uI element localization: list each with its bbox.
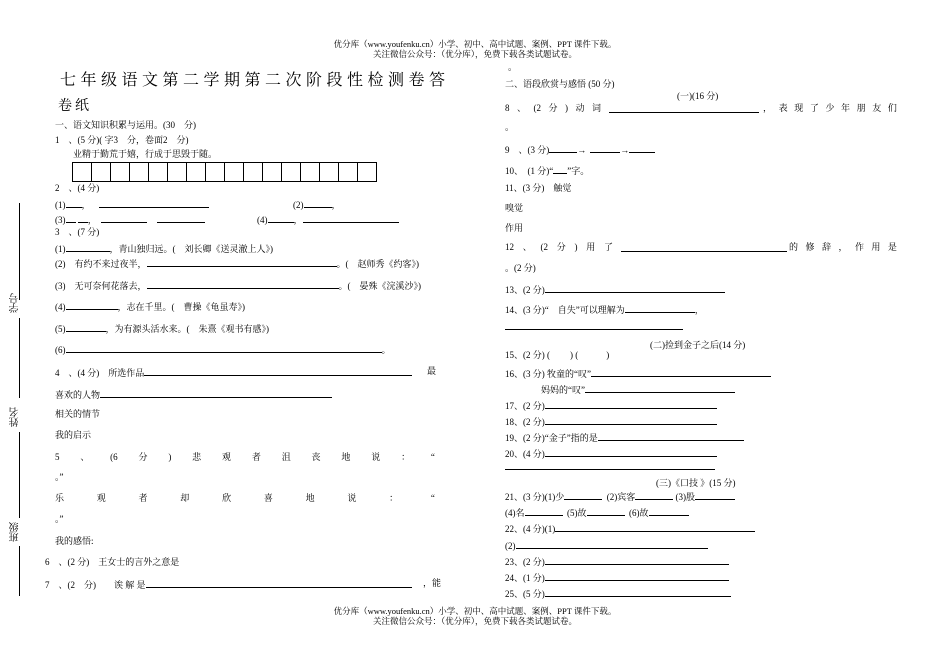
q8-char: ，	[763, 103, 773, 113]
q2-label: 2 、(4 分)	[55, 183, 100, 193]
answer-blank[interactable]	[66, 213, 76, 223]
q4-character-label: 喜欢的人物	[55, 390, 101, 400]
q5-char: ：	[401, 452, 411, 462]
q8-char: 了	[809, 103, 819, 113]
q10-label: 10、 (1 分)“	[505, 166, 554, 176]
q8-char: 们	[887, 103, 897, 113]
q3-2-text: (2) 有约不来过夜半，	[55, 259, 147, 269]
q9-label: 9 、(3 分)	[505, 145, 550, 155]
q12-char: 修	[805, 242, 815, 252]
q16-line-2	[541, 383, 735, 396]
q2-3-label: (3)	[55, 215, 66, 225]
q11-smell-label: 嗅觉	[505, 203, 524, 213]
q4-line-2	[55, 388, 332, 401]
q3-6-end: 。	[381, 345, 391, 355]
q12-char: 辞	[821, 242, 831, 252]
answer-line[interactable]	[505, 329, 683, 330]
answer-blank[interactable]	[564, 490, 602, 500]
q5-line-4: 。”	[55, 514, 64, 524]
answer-blank[interactable]	[587, 506, 625, 516]
q5-char: “	[430, 452, 435, 462]
q15-label: 15、(2 分) (	[505, 350, 550, 360]
answer-blank[interactable]	[621, 242, 787, 252]
q19	[505, 431, 744, 444]
q7-label: 7 、(2 分) 诶 解 是	[45, 580, 146, 590]
q1-label: 1 、(5 分)( 字3 分，卷面2 分)	[55, 135, 189, 145]
q6-label: 6 、(2 分) 王女士的言外之意是	[45, 557, 180, 567]
q12-char: (2	[540, 242, 548, 252]
q24-label: 24、(1 分)	[505, 573, 545, 583]
answer-blank[interactable]	[609, 103, 759, 113]
answer-blank[interactable]	[146, 578, 412, 588]
answer-blank[interactable]	[66, 322, 106, 332]
q5-char: (6	[110, 452, 118, 462]
q20-label: 20、(4 分)	[505, 449, 545, 459]
q3-4-num: (4)	[55, 302, 66, 312]
q5-char: ：	[389, 493, 399, 503]
answer-blank[interactable]	[545, 571, 729, 581]
character-grid	[72, 162, 377, 182]
q16-label: 16、(3 分) 牧童的“叹”	[505, 369, 591, 379]
q18	[505, 415, 717, 428]
answer-blank[interactable]	[553, 164, 567, 174]
answer-blank[interactable]	[545, 399, 717, 409]
q3-5-num: (5)	[55, 324, 66, 334]
answer-blank[interactable]	[555, 522, 755, 532]
q5-char: 5	[55, 452, 60, 462]
q21-row-1	[505, 490, 735, 503]
q22-2-label: (2)	[505, 541, 516, 551]
q20	[505, 447, 717, 460]
q8-char: 8	[505, 103, 510, 113]
answer-blank[interactable]	[147, 279, 339, 289]
q23	[505, 555, 729, 568]
margin-line	[19, 203, 20, 300]
q3-1-text: ，青山独归远。( 刘长卿《送灵澈上人》)	[109, 244, 273, 254]
q5-char: 却	[180, 493, 190, 503]
q12-char: 了	[603, 242, 613, 252]
q2-row-2b: (4) ，	[257, 213, 399, 226]
q10	[505, 164, 589, 177]
q8-line-2: 。	[505, 122, 515, 132]
q14-comma: ，	[694, 305, 704, 315]
q12-char: 、	[522, 242, 532, 252]
q5-char: 丧	[311, 452, 321, 462]
q8-char: (2	[533, 103, 541, 113]
q5-line-3	[55, 493, 435, 504]
q7	[45, 578, 412, 591]
q8-char: 少	[825, 103, 835, 113]
answer-blank[interactable]	[157, 213, 205, 223]
q3-6	[55, 343, 391, 356]
q9	[505, 143, 655, 156]
q8-tail	[763, 103, 897, 114]
q3-3-text: (3) 无可奈何花落去，	[55, 281, 147, 291]
q15	[505, 350, 609, 361]
name-label: 姓名	[10, 407, 21, 427]
answer-blank[interactable]	[78, 213, 88, 223]
q8-char: 表	[778, 103, 788, 113]
q16-mother-label: 妈妈的“叹”	[541, 385, 585, 395]
q8-char: 现	[794, 103, 804, 113]
q16	[505, 367, 771, 380]
answer-blank[interactable]	[585, 383, 735, 393]
right-dot: 。	[508, 62, 518, 72]
answer-blank[interactable]	[99, 198, 209, 208]
q24	[505, 571, 729, 584]
q3-6-num: (6)	[55, 345, 66, 355]
q5-reflection-label: 我的感悟:	[55, 536, 94, 546]
answer-blank[interactable]	[304, 198, 332, 208]
q5-char: 乐	[55, 493, 65, 503]
q5-char: 说	[371, 452, 381, 462]
q15-sep: ) (	[570, 350, 579, 360]
q4-label: 4 、(4 分) 所选作品	[55, 368, 145, 378]
answer-blank[interactable]	[598, 431, 744, 441]
q1-text: 业精于勤荒于嬉，行成于思毁于随。	[73, 149, 218, 159]
q5-char: 欣	[222, 493, 232, 503]
q21-6-label: (6)故	[629, 508, 649, 518]
answer-blank[interactable]	[591, 367, 771, 377]
answer-blank[interactable]	[525, 506, 563, 516]
q2-row-1b: (2) ，	[293, 200, 341, 210]
answer-line[interactable]	[505, 469, 715, 470]
page-title: 七年级语文第二学期第二次阶段性检测卷答	[60, 72, 450, 89]
answer-blank[interactable]	[549, 143, 577, 153]
q3-3-source: 。( 晏殊《浣溪沙》)	[338, 281, 421, 291]
q21-4-label: (4)名	[505, 508, 525, 518]
q4-end: 最	[427, 366, 437, 376]
footer-line-2: 关注微信公众号：（优分库），免费下载各类试题试卷。	[372, 616, 577, 626]
q21-2-label: (2)宾客	[606, 492, 636, 502]
q8-char: 词	[591, 103, 601, 113]
q18-label: 18、(2 分)	[505, 417, 545, 427]
q12-char: 12	[505, 242, 514, 252]
q8-char: 友	[872, 103, 882, 113]
q21-label: 21、(3 分)(1)少	[505, 492, 565, 502]
arrow-icon: →	[620, 145, 630, 155]
q21-3-label: (3)股	[675, 492, 695, 502]
q4-insight-label: 我的启示	[55, 430, 92, 440]
student-id-label: 学号	[10, 293, 21, 313]
q3-4-text: ，志在千里。( 曹操《龟虽寿》)	[117, 302, 245, 312]
subsection-1-heading: (一)(16 分)	[677, 91, 719, 101]
answer-blank[interactable]	[66, 300, 118, 310]
q21-row-2	[505, 506, 689, 519]
answer-blank[interactable]	[629, 143, 655, 153]
subsection-3-heading: (三)《口技 》(15 分)	[656, 478, 736, 488]
answer-blank[interactable]	[268, 213, 294, 223]
answer-blank[interactable]	[100, 388, 332, 398]
q12-char: 是	[887, 242, 897, 252]
q8-char: 、	[516, 103, 526, 113]
answer-blank[interactable]	[101, 213, 147, 223]
q3-5-text: ，为有源头活水来。( 朱熹《观书有感》)	[105, 324, 269, 334]
margin-line	[19, 318, 20, 398]
q3-3	[55, 279, 421, 292]
answer-blank[interactable]	[144, 366, 412, 376]
q12-tail	[789, 242, 897, 253]
q12-char: 用	[871, 242, 881, 252]
q3-label: 3 、(7 分)	[55, 227, 100, 237]
q12-char: 分	[556, 242, 566, 252]
q8-char: )	[564, 103, 568, 113]
q3-2-source: 。( 赵师秀《约客》)	[336, 259, 419, 269]
margin-line	[19, 546, 20, 596]
q10-end: ”字。	[567, 166, 590, 176]
q5-char: 悲	[192, 452, 202, 462]
q5-char: 说	[347, 493, 357, 503]
q12-char: 用	[586, 242, 596, 252]
answer-blank[interactable]	[66, 343, 382, 353]
header-line-2: 关注微信公众号：（优分库），免费下载各类试题试卷。	[372, 49, 577, 59]
subsection-2-heading: (二)捡到金子之后(14 分)	[650, 340, 746, 350]
header-line-1: 优分库（www.youfenku.cn）小学、初中、高中试题、案例、PPT 课件下载。	[333, 39, 617, 49]
answer-blank[interactable]	[303, 213, 399, 223]
q5-line-2: 。”	[55, 472, 64, 482]
answer-blank[interactable]	[66, 242, 110, 252]
q5-char: 分	[138, 452, 148, 462]
q5-char: 者	[251, 452, 261, 462]
q8-char: 朋	[856, 103, 866, 113]
q21-5-label: (5)故	[567, 508, 587, 518]
q25	[505, 587, 731, 600]
q3-1-num: (1)	[55, 244, 66, 254]
q15-end: )	[606, 350, 610, 360]
q3-5	[55, 322, 269, 335]
q8-char: 分	[548, 103, 558, 113]
q22-label: 22、(4 分)(1)	[505, 524, 556, 534]
class-label: 班级	[10, 522, 21, 542]
q12-char: ，	[838, 242, 848, 252]
q14	[505, 303, 704, 316]
q11-effect-label: 作用	[505, 223, 524, 233]
q2-4-label: (4)	[257, 215, 268, 225]
q5-line-1	[55, 452, 435, 463]
q5-char: 喜	[263, 493, 273, 503]
q5-char: “	[430, 493, 435, 503]
q13-label: 13、(2 分)	[505, 285, 545, 295]
q4	[55, 366, 412, 379]
q13	[505, 283, 725, 296]
q2-1-label: (1)	[55, 200, 66, 210]
q5-char: 者	[138, 493, 148, 503]
answer-blank[interactable]	[545, 587, 731, 597]
page-subtitle: 卷纸	[58, 99, 92, 114]
answer-blank[interactable]	[625, 303, 695, 313]
q11-label: 11、(3 分) 触觉	[505, 183, 572, 193]
q5-char: )	[168, 452, 172, 462]
q3-1	[55, 242, 273, 255]
q8-char: 年	[841, 103, 851, 113]
q17	[505, 399, 717, 412]
footer-line-1: 优分库（www.youfenku.cn）小学、初中、高中试题、案例、PPT 课件下载。	[333, 606, 617, 616]
q7-end: ，能	[423, 578, 442, 588]
answer-blank[interactable]	[545, 447, 717, 457]
answer-blank[interactable]	[695, 490, 735, 500]
q3-4	[55, 300, 245, 313]
arrow-icon: →	[577, 145, 587, 155]
answer-blank[interactable]	[147, 257, 337, 267]
q23-label: 23、(2 分)	[505, 557, 545, 567]
q5-char: 、	[80, 452, 90, 462]
q2-row-2: (3) ，	[55, 213, 205, 226]
q12-label	[505, 242, 613, 253]
answer-blank[interactable]	[649, 506, 689, 516]
answer-blank[interactable]	[516, 539, 708, 549]
answer-blank[interactable]	[635, 490, 673, 500]
q12-char: 的	[789, 242, 799, 252]
answer-blank[interactable]	[545, 555, 729, 565]
q2-row-1: (1) ，	[55, 198, 209, 211]
q14-label: 14、(3 分)“ 自失”可以理解为	[505, 305, 625, 315]
q5-char: 观	[96, 493, 106, 503]
section-2-heading: 二、语段欣赏与感悟 (50 分)	[505, 79, 615, 89]
q8-label	[505, 103, 601, 114]
answer-blank[interactable]	[590, 143, 620, 153]
margin-line	[19, 432, 20, 518]
q12-char: )	[574, 242, 578, 252]
q22	[505, 522, 755, 535]
q17-label: 17、(2 分)	[505, 401, 545, 411]
q5-char: 地	[305, 493, 315, 503]
q25-label: 25、(5 分)	[505, 589, 545, 599]
answer-blank[interactable]	[545, 283, 725, 293]
q5-char: 地	[341, 452, 351, 462]
q12-line-2: 。(2 分)	[505, 263, 536, 273]
q5-char: 沮	[281, 452, 291, 462]
answer-blank[interactable]	[545, 415, 717, 425]
q12-char: 作	[854, 242, 864, 252]
q4-plot-label: 相关的情节	[55, 409, 101, 419]
q5-char: 观	[222, 452, 232, 462]
q22-2	[505, 539, 708, 552]
q19-label: 19、(2 分)“金子”指的是	[505, 433, 598, 443]
section-1-heading: 一、语文知识积累与运用。(30 分)	[55, 120, 196, 130]
answer-blank[interactable]	[66, 198, 82, 208]
q3-2	[55, 257, 419, 270]
q2-2-label: (2)	[293, 200, 304, 210]
q8-char: 动	[575, 103, 585, 113]
